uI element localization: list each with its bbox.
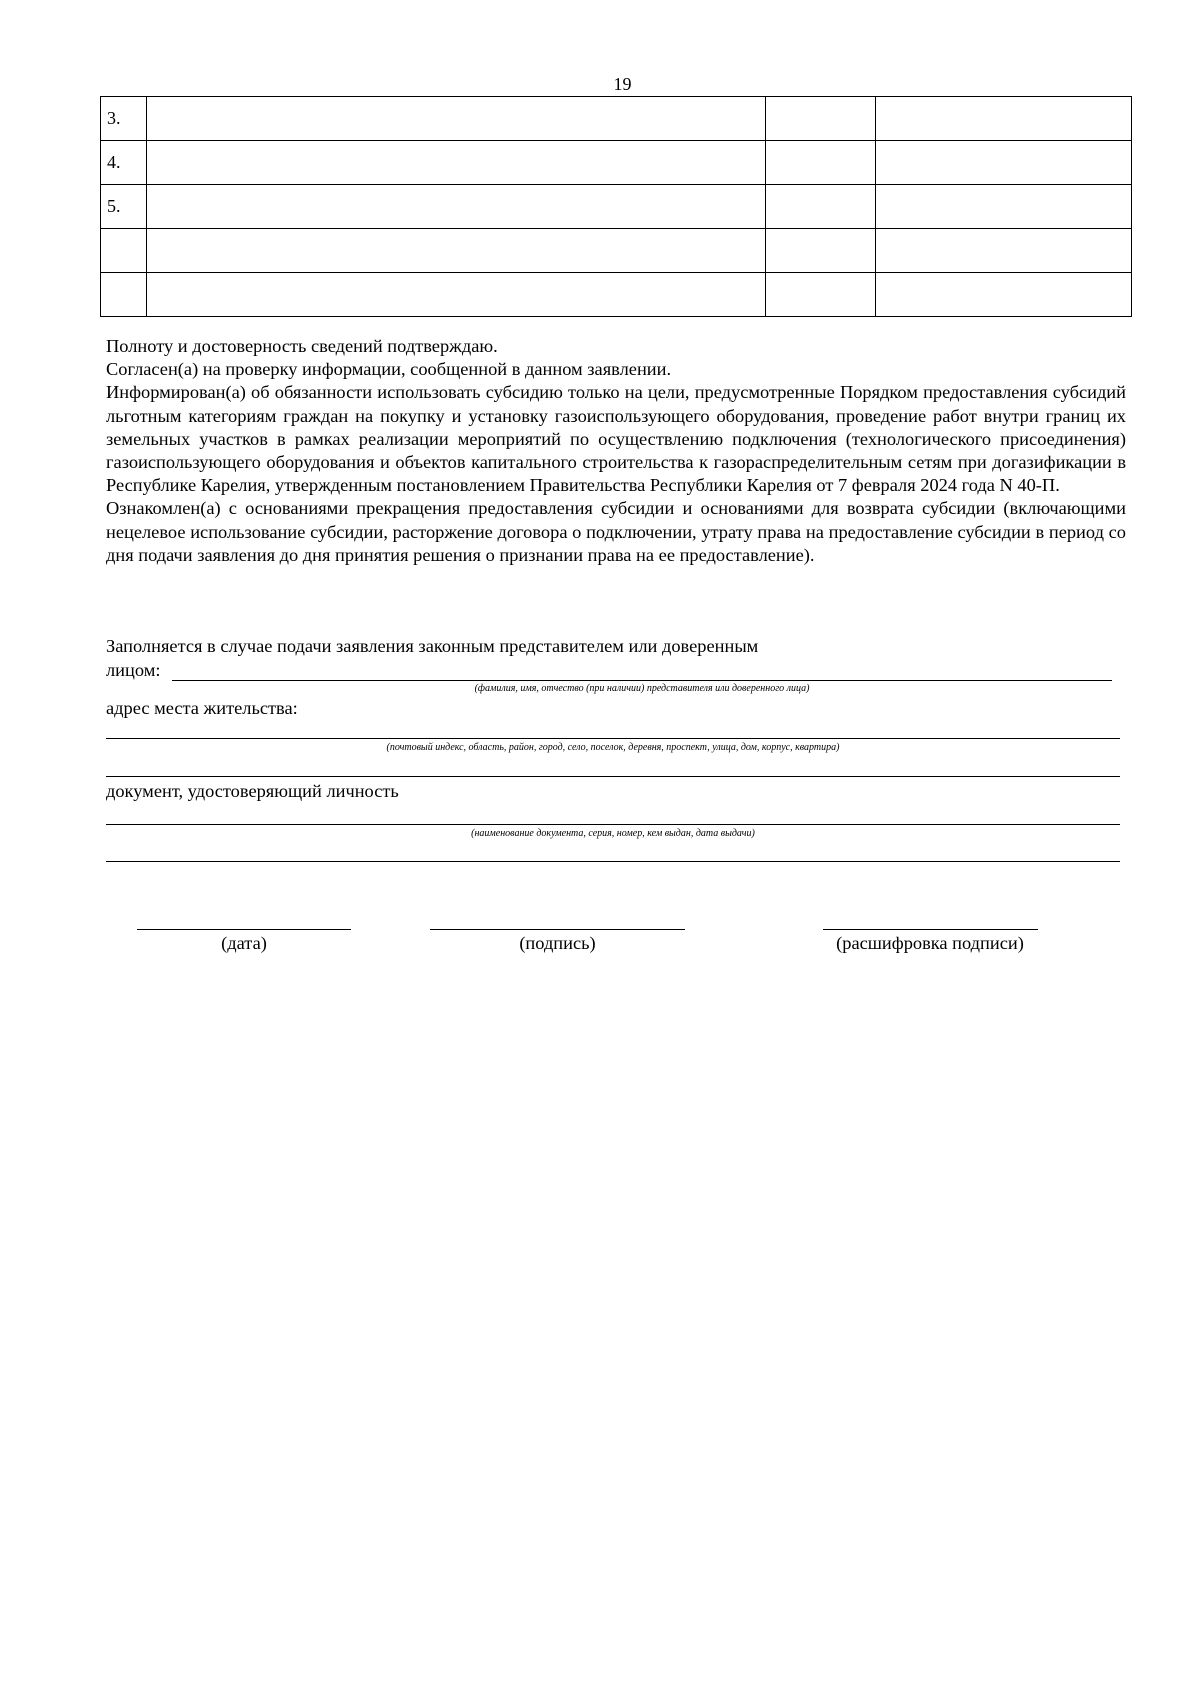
name-cell[interactable] bbox=[147, 97, 766, 141]
representative-name-field[interactable] bbox=[172, 680, 1112, 681]
table-row bbox=[101, 185, 1132, 229]
date-field[interactable] bbox=[137, 929, 351, 930]
row-number-cell: 5. bbox=[101, 185, 147, 229]
statements-block bbox=[106, 335, 1126, 567]
representative-name-hint: (фамилия, имя, отчество (при наличии) представителя или доверенного лица) bbox=[474, 683, 810, 694]
table-row bbox=[101, 97, 1132, 141]
name-cell[interactable] bbox=[147, 185, 766, 229]
row-number-cell bbox=[101, 273, 147, 317]
signature-field[interactable] bbox=[430, 929, 685, 930]
name-cell[interactable] bbox=[147, 141, 766, 185]
address-field[interactable] bbox=[106, 738, 1120, 739]
informed-statement: Информирован(а) об обязанности использовать субсидию только на цели, предусмотренные Порядком предоставления субсидий льготным категориям граждан на покупку и установку газоиспользующего оборудования, проведение работ внутри границ их земельных участков в рамках реализации мероприятий по осуществлению подключения (технологического присоединения) газоиспользующего оборудования и объектов капитального строительства к газораспределительным сетям при догазификации в Республике Карелия, утвержденным постановлением Правительства Республики Карелия от 7 февраля 2024 года N 40-П. bbox=[106, 382, 1126, 496]
signature-label: (подпись) bbox=[519, 933, 596, 953]
name-cell[interactable] bbox=[147, 229, 766, 273]
acquainted-statement: Ознакомлен(а) с основаниями прекращения предоставления субсидии и основаниями для возврата субсидии (включающими нецелевое использование субсидии, расторжение договора о подключении, утрату права на предоставление субсидии в период со дня подачи заявления до дня принятия решения о признании права на ее предоставление). bbox=[106, 498, 1126, 565]
date-label: (дата) bbox=[221, 933, 267, 953]
page-number: 19 bbox=[613, 74, 632, 94]
table-row bbox=[101, 141, 1132, 185]
table-row bbox=[101, 273, 1132, 317]
value-cell[interactable] bbox=[876, 229, 1132, 273]
identity-document-field-line-2[interactable] bbox=[106, 861, 1120, 862]
table-row bbox=[101, 229, 1132, 273]
identity-document-field[interactable] bbox=[106, 824, 1120, 825]
address-field-line-2[interactable] bbox=[106, 776, 1120, 777]
signature-decoding-label: (расшифровка подписи) bbox=[836, 933, 1024, 953]
value-cell[interactable] bbox=[766, 185, 876, 229]
representative-intro: Заполняется в случае подачи заявления законным представителем или доверенным bbox=[106, 636, 759, 656]
confirmation-statement: Полноту и достоверность сведений подтверждаю. bbox=[106, 336, 498, 356]
value-cell[interactable] bbox=[876, 273, 1132, 317]
address-label: адрес места жительства: bbox=[106, 698, 298, 718]
value-cell[interactable] bbox=[766, 97, 876, 141]
identity-document-hint: (наименование документа, серия, номер, кем выдан, дата выдачи) bbox=[471, 828, 755, 839]
items-table bbox=[100, 96, 1132, 317]
row-number-cell: 3. bbox=[101, 97, 147, 141]
value-cell[interactable] bbox=[766, 229, 876, 273]
value-cell[interactable] bbox=[876, 185, 1132, 229]
address-hint: (почтовый индекс, область, район, город, село, поселок, деревня, проспект, улица, дом, корпус, квартира) bbox=[386, 742, 840, 753]
value-cell[interactable] bbox=[766, 273, 876, 317]
representative-face-label: лицом: bbox=[106, 660, 161, 680]
row-number-cell bbox=[101, 229, 147, 273]
name-cell[interactable] bbox=[147, 273, 766, 317]
row-number-cell: 4. bbox=[101, 141, 147, 185]
identity-document-label: документ, удостоверяющий личность bbox=[106, 781, 399, 801]
signature-decoding-field[interactable] bbox=[823, 929, 1038, 930]
value-cell[interactable] bbox=[876, 141, 1132, 185]
value-cell[interactable] bbox=[876, 97, 1132, 141]
consent-statement: Согласен(а) на проверку информации, сообщенной в данном заявлении. bbox=[106, 359, 672, 380]
value-cell[interactable] bbox=[766, 141, 876, 185]
